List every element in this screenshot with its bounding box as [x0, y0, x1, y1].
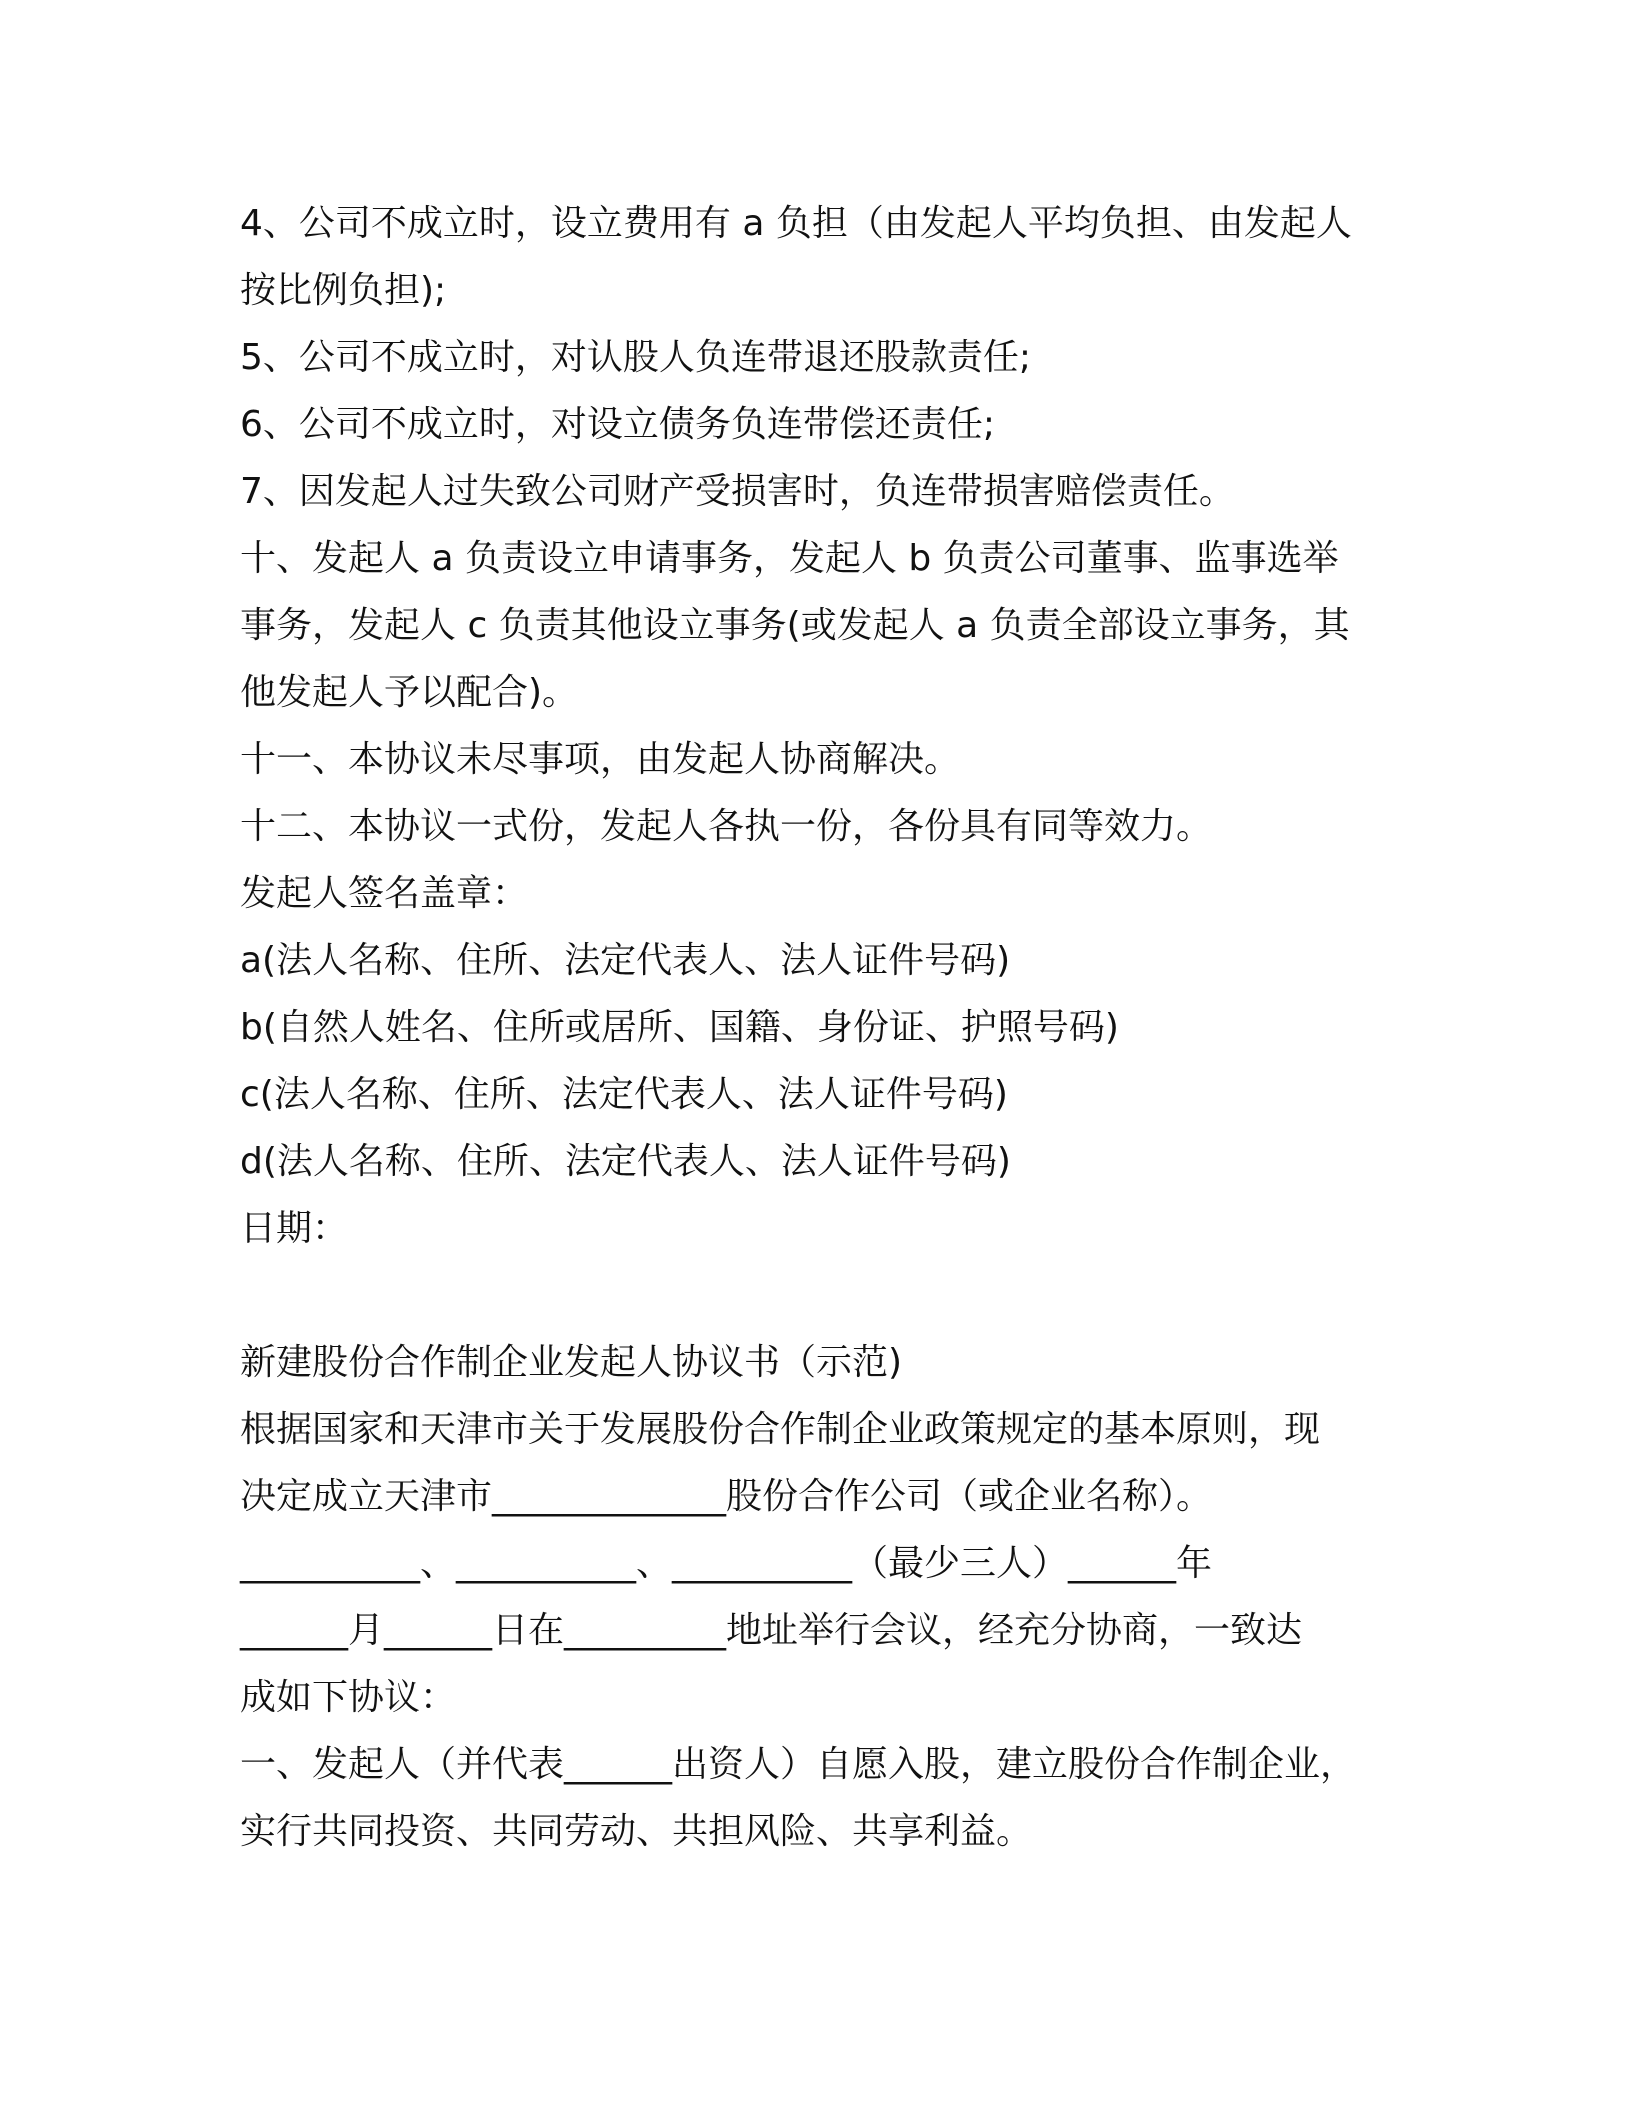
text-line: 5、公司不成立时，对认股人负连带退还股款责任; — [240, 337, 1032, 378]
signatory-a: a(法人名称、住所、法定代表人、法人证件号码) — [240, 940, 1011, 981]
document-page — [240, 190, 1410, 1865]
text-line: 决定成立天津市_____________股份合作公司（或企业名称）。 — [240, 1476, 1213, 1517]
text-line: 7、因发起人过失致公司财产受损害时，负连带损害赔偿责任。 — [240, 471, 1235, 512]
date-label: 日期： — [240, 1208, 349, 1249]
signature-heading: 发起人签名盖章： — [240, 873, 529, 914]
text-line: 他发起人予以配合)。 — [240, 672, 579, 713]
text-line: ______月______日在_________地址举行会议，经充分协商，一致达 — [240, 1610, 1303, 1651]
signatory-b: b(自然人姓名、住所或居所、国籍、身份证、护照号码) — [240, 1007, 1119, 1048]
text-line: 按比例负担); — [240, 270, 447, 311]
signatory-c: c(法人名称、住所、法定代表人、法人证件号码) — [240, 1074, 1008, 1115]
text-line: 成如下协议： — [240, 1677, 457, 1718]
text-line: 一、发起人（并代表______出资人）自愿入股，建立股份合作制企业， — [240, 1744, 1357, 1785]
agreement-title: 新建股份合作制企业发起人协议书（示范) — [240, 1342, 903, 1383]
text-line: 实行共同投资、共同劳动、共担风险、共享利益。 — [240, 1811, 1033, 1852]
text-line: 十二、本协议一式份，发起人各执一份，各份具有同等效力。 — [240, 806, 1213, 847]
text-line: 根据国家和天津市关于发展股份合作制企业政策规定的基本原则，现 — [240, 1409, 1321, 1450]
section-gap — [240, 1262, 1410, 1329]
text-line: 十、发起人 a 负责设立申请事务，发起人 b 负责公司董事、监事选举 — [240, 538, 1339, 579]
text-line: 4、公司不成立时，设立费用有 a 负担（由发起人平均负担、由发起人 — [240, 203, 1352, 244]
signatory-d: d(法人名称、住所、法定代表人、法人证件号码) — [240, 1141, 1011, 1182]
text-line: 十一、本协议未尽事项，由发起人协商解决。 — [240, 739, 961, 780]
text-line: __________、__________、__________（最少三人）______年 — [240, 1543, 1213, 1584]
text-line: 6、公司不成立时，对设立债务负连带偿还责任; — [240, 404, 996, 445]
text-line: 事务，发起人 c 负责其他设立事务(或发起人 a 负责全部设立事务，其 — [240, 605, 1350, 646]
